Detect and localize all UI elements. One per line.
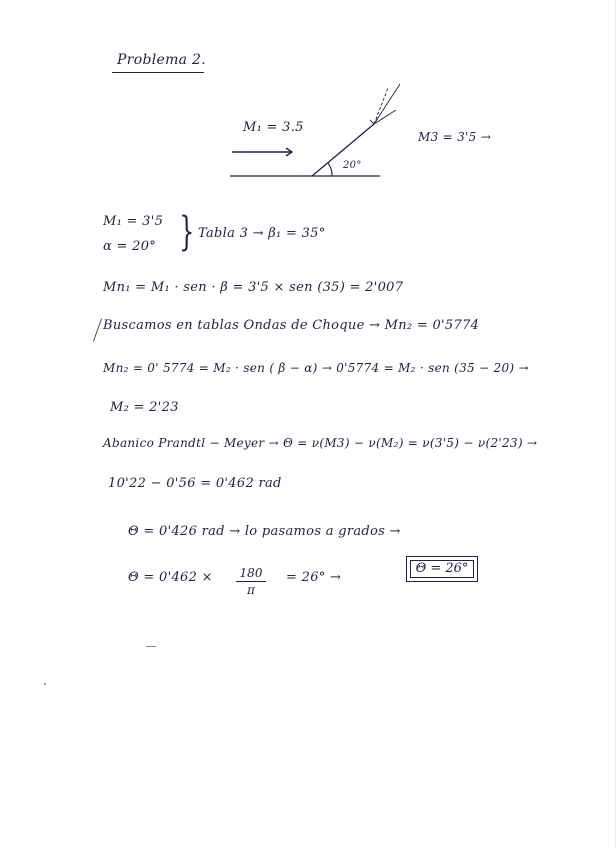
angle-arc	[328, 163, 332, 176]
radians-line: Θ = 0'426 rad → lo pasamos a grados →	[128, 524, 401, 539]
title-underline	[112, 72, 204, 73]
fraction-bar	[236, 581, 266, 582]
m1-label: M₁ = 3.5	[243, 120, 304, 135]
mach-2-result: M₂ = 2'23	[110, 400, 179, 415]
final-answer-box	[406, 556, 478, 582]
degrees-conversion: Θ = 0'462 ×	[128, 570, 213, 585]
table-lookup: Tabla 3 → β₁ = 35°	[198, 226, 326, 241]
prandtl-meyer-line: Abanico Prandtl − Meyer → Θ = ν(M3) − ν(M₂) = ν(3'5) − ν(2'23) →	[103, 436, 538, 450]
angle-label: 20°	[343, 160, 362, 171]
fan-line-3	[374, 110, 396, 124]
normal-mach-1: Mn₁ = M₁ · sen · β = 3'5 × sen (35) = 2'007	[103, 280, 404, 295]
fraction-numerator: 180	[239, 566, 263, 580]
curly-brace: }	[179, 209, 195, 255]
fraction	[236, 566, 266, 597]
margin-mark	[93, 319, 102, 342]
stray-mark-1	[146, 646, 156, 647]
given-mach: M₁ = 3'5	[103, 214, 164, 229]
shock-table-lookup: Buscamos en tablas Ondas de Choque → Mn₂ = 0'5774	[103, 318, 480, 333]
degrees-result-line: = 26° →	[286, 570, 342, 585]
final-answer: Θ = 26°	[415, 561, 469, 576]
stray-mark-2	[44, 683, 46, 685]
given-alpha: α = 20°	[103, 239, 157, 254]
problem-title: Problema 2.	[117, 52, 206, 68]
difference-line: 10'22 − 0'56 = 0'462 rad	[108, 476, 282, 491]
m3-label: M3 = 3'5 →	[418, 130, 492, 144]
fraction-denominator: π	[247, 583, 255, 597]
normal-mach-2: Mn₂ = 0' 5774 = M₂ · sen ( β − α) → 0'5774 = M₂ · sen (35 − 20) →	[103, 361, 529, 375]
